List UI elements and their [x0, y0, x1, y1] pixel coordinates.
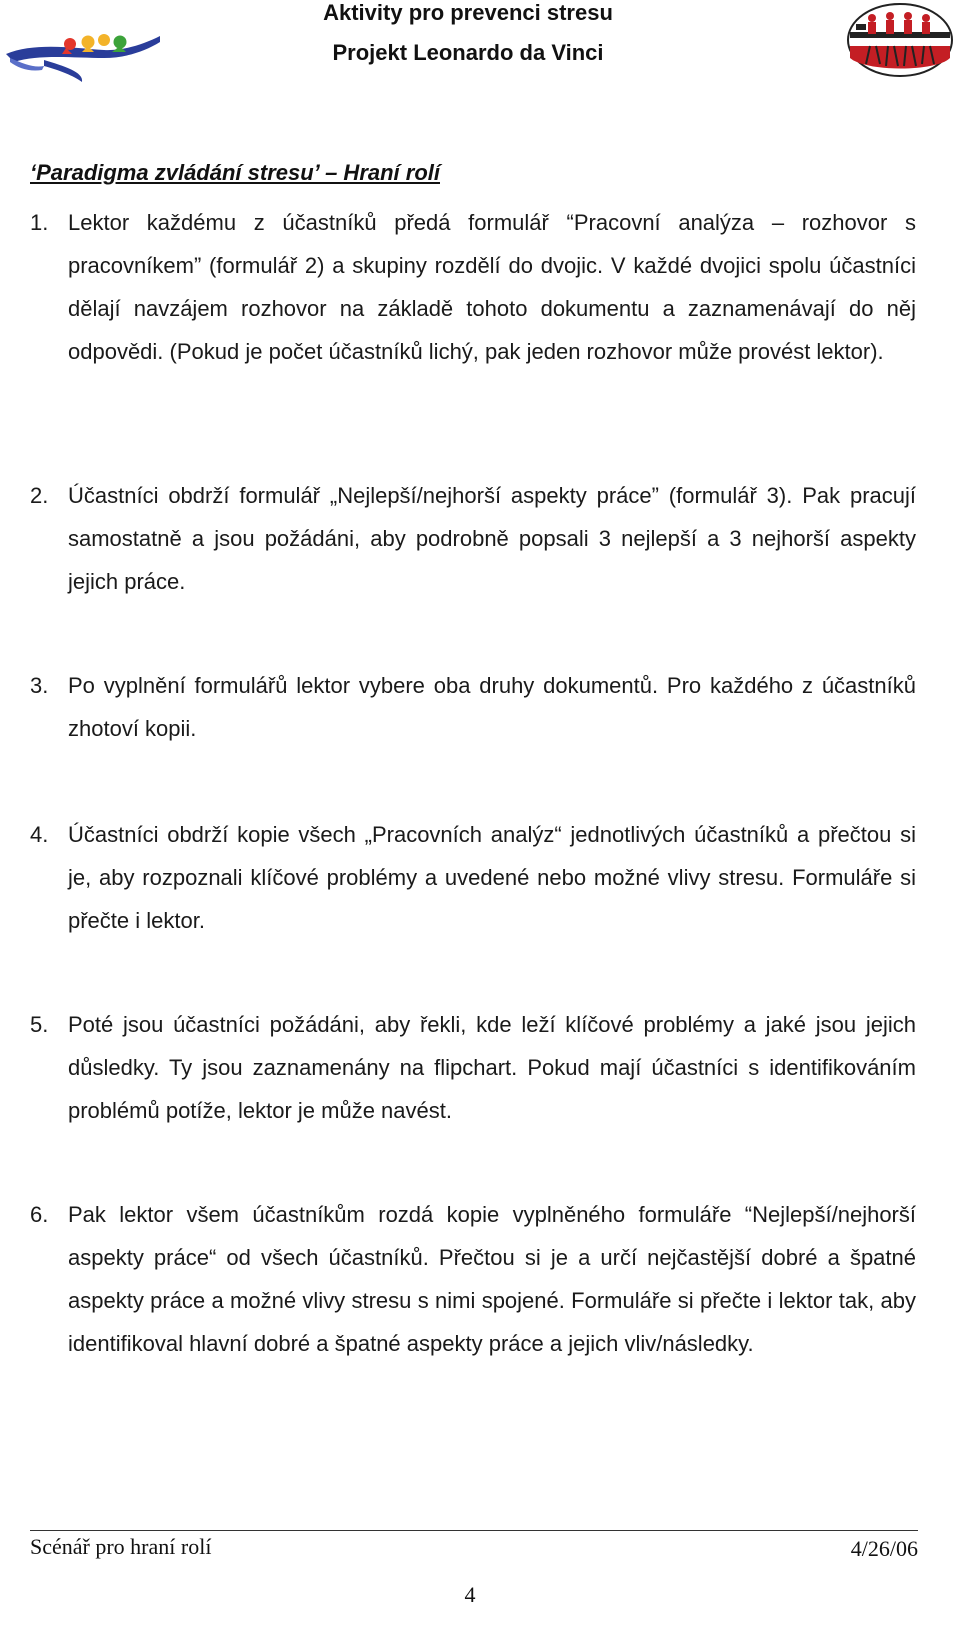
header-title-line-2: Projekt Leonardo da Vinci — [332, 40, 604, 65]
header-title-line-1: Aktivity pro prevenci stresu — [323, 0, 613, 25]
list-item — [30, 664, 916, 750]
list-item-text: Lektor každému z účastníků předá formulář “Pracovní analýza – rozhovor s pracovníkem” (formulář 2) a skupiny rozdělí do dvojic. V každé dvojici spolu účastníci dělají navzájem rozhovor na základě tohoto dokumentu a zaznamenávají do něj odpovědi. (Pokud je počet účastníků lichý, pak jeden rozhovor může provést lektor). — [68, 210, 916, 364]
list-item-text: Poté jsou účastníci požádáni, aby řekli, kde leží klíčové problémy a jaké jsou jejich důsledky. Ty jsou zaznamenány na flipchart. Pokud mají účastníci s identifikováním problémů potíže, lektor je může navést. — [68, 1012, 916, 1123]
list-item-number: 1. — [30, 210, 49, 235]
list-item-text: Po vyplnění formulářů lektor vybere oba druhy dokumentů. Pro každého z účastníků zhotoví kopii. — [68, 673, 916, 741]
list-item-number: 3. — [30, 673, 49, 698]
figures-circle-logo-icon — [846, 2, 954, 78]
list-item-number: 4. — [30, 822, 49, 847]
footer-date: 4/26/06 — [850, 1536, 918, 1561]
list-item — [30, 813, 916, 942]
list-item-number: 2. — [30, 483, 49, 508]
page-number: 4 — [464, 1582, 476, 1607]
footer-divider — [30, 1530, 918, 1531]
list-item-number: 6. — [30, 1202, 49, 1227]
list-item — [30, 201, 916, 373]
list-item-text: Účastníci obdrží formulář „Nejlepší/nejhorší aspekty práce” (formulář 3). Pak pracují samostatně a jsou požádáni, aby podrobně popsali 3 nejlepší a 3 nejhorší aspekty jejich práce. — [68, 483, 916, 594]
list-item-number: 5. — [30, 1012, 49, 1037]
section-heading: ‘Paradigma zvládání stresu’ – Hraní rolí — [30, 160, 440, 185]
footer-document-title: Scénář pro hraní rolí — [30, 1534, 212, 1559]
list-item-text: Účastníci obdrží kopie všech „Pracovních analýz“ jednotlivých účastníků a přečtou si je, aby rozpoznali klíčové problémy a uvedené nebo možné vlivy stresu. Formuláře si přečte i lektor. — [68, 822, 916, 933]
list-item — [30, 1003, 916, 1132]
list-item — [30, 474, 916, 603]
list-item — [30, 1193, 916, 1365]
leonardo-program-logo-icon — [4, 14, 164, 84]
list-item-text: Pak lektor všem účastníkům rozdá kopie vyplněného formuláře “Nejlepší/nejhorší aspekty práce“ od všech účastníků. Přečtou si je a určí nejčastější dobré a špatné aspekty práce a možné vlivy stresu s nimi spojené. Formuláře si přečte i lektor tak, aby identifikoval hlavní dobré a špatné aspekty práce a jejich vliv/následky. — [68, 1202, 916, 1356]
